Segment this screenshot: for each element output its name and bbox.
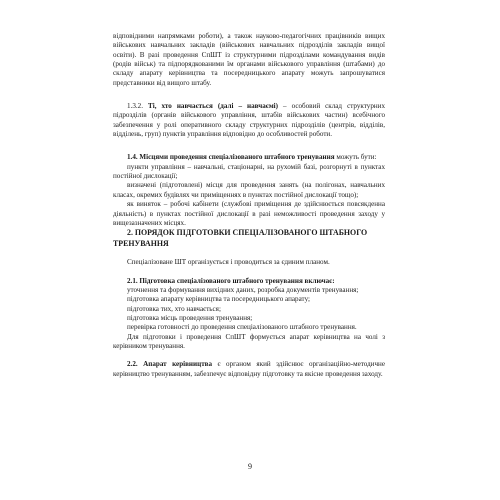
section-2-1-title (113, 277, 385, 286)
list-item-readiness-check: перевірка готовності до проведення спеціалізованого штабного тренування. (127, 323, 357, 332)
section-1-4-title (113, 153, 385, 162)
section-2-2-rest: є органом який здійснює організаційно-методичне керівництво тренуванням, забезпечує відповідну підготовку та якісне проведення заходу. (113, 360, 385, 378)
paragraph-single-plan: Спеціалізоване ШТ організується і проводиться за єдиним планом. (127, 258, 330, 267)
paragraph-trainees-number: 1.3.2. (127, 102, 148, 111)
list-item-staff-preparation: підготовка апарату керівництва та посередницького апарату; (127, 295, 310, 304)
list-item-place-preparation: підготовка місць проведення тренування; (127, 313, 253, 322)
list-item-trainee-preparation: підготовка тих, хто навчається; (127, 304, 221, 313)
paragraph-staff-continuation: відповідними напрямками роботи), а також науково-педагогічних працівників вищих військових навчальних закладів (військових навчальних підрозділів закладів вищої освіти). В разі проведення СпШТ із структурними підрозділами командування видів (родів військ) та підпорядкованими їм органами військового управління (штабами) до складу апарату керівництва та посередницького апарату можуть запрошуватися представники від вищого штабу. (113, 32, 385, 87)
list-item-control-points: пункти управління – навчальні, стаціонарні, на рухомій базі, розгорнуті в пунктах постійної дислокації; (113, 162, 385, 181)
section-2-2-paragraph (113, 360, 385, 379)
paragraph-trainees (113, 102, 385, 139)
list-item-initial-data: уточнення та формування вихідних даних, розробка документів тренування; (127, 285, 359, 294)
section-1-4-rest: можуть бути: (334, 153, 377, 162)
paragraph-trainees-term: Ті, хто навчається (далі – навчаємі) (148, 102, 278, 111)
page-number: 9 (248, 462, 252, 471)
page-body (113, 32, 385, 379)
list-item-prepared-places: визначені (підготовлені) місця для проведення занять (на полігонах, навчальних класах, окремих будівлях чи приміщеннях в пунктах постійної дислокації тощо); (113, 181, 385, 199)
section-1-4-bold: 1.4. Місцями проведення спеціалізованого штабного тренування (127, 153, 335, 162)
paragraph-trainees-definition: – особовий склад структурних підрозділів (органів військового управління, штабів військових частин) всебічного забезпечення у ролі оперативного складу структурних підрозділів (центрів, відділів, відділень, груп) пунктів управління відповідно до особливостей роботи. (113, 102, 386, 139)
section-2-1-bold: 2.1. Підготовка спеціалізованого штабного тренування включає: (127, 276, 335, 285)
section-2-heading: 2. ПОРЯДОК ПІДГОТОВКИ СПЕЦІАЛІЗОВАНОГО ШТАБНОГО ТРЕНУВАННЯ (113, 228, 368, 248)
list-item-work-offices: як виняток – робочі кабінети (службові приміщення де здійснюється повсякденна діяльність) в пунктах постійної дислокації в разі неможливості проведення заходу у вищезазначених місцях. (113, 200, 385, 227)
section-2-2-bold: 2.2. Апарат керівництва (127, 360, 213, 369)
paragraph-management-formation: Для підготовки і проведення СпШТ формується апарат керівництва на чолі з керівником тренування. (113, 332, 385, 350)
